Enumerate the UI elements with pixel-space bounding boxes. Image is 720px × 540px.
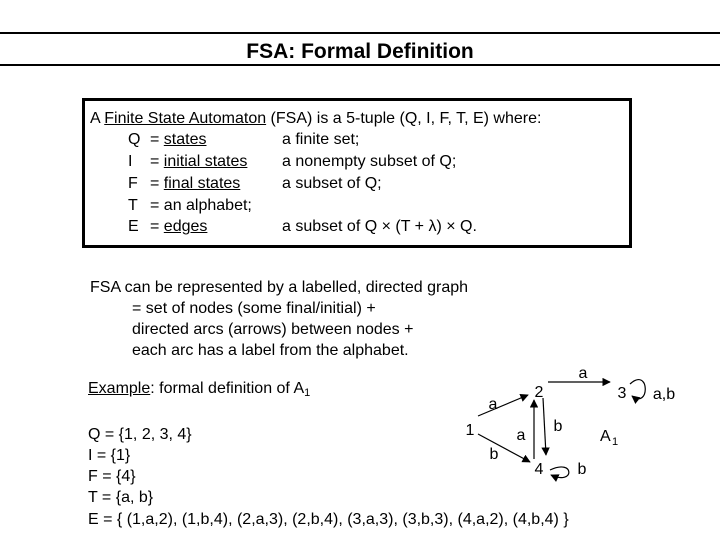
example-i: I = {1} bbox=[88, 447, 131, 464]
node-4: 4 bbox=[534, 461, 544, 478]
example-f: F = {4} bbox=[88, 468, 136, 485]
def-row-f-eq-text: = bbox=[150, 175, 164, 192]
intro-term: Finite State Automaton bbox=[104, 110, 267, 127]
label-edge-2-3: a bbox=[578, 365, 588, 382]
edge-1-2 bbox=[478, 395, 528, 416]
label-edge-4-4: b bbox=[577, 461, 587, 478]
automaton-name: A bbox=[600, 428, 611, 445]
example-label-rest: : formal definition of A bbox=[150, 380, 305, 397]
label-edge-4-2: a bbox=[516, 427, 526, 444]
def-row-e-term: edges bbox=[163, 218, 208, 235]
intro-post: (FSA) is a 5-tuple (Q, I, F, T, E) where: bbox=[266, 110, 542, 127]
def-row-t-eq: = an alphabet; bbox=[150, 197, 252, 214]
def-row-q-desc: a finite set; bbox=[282, 131, 360, 148]
page-title: FSA: Formal Definition bbox=[246, 40, 474, 63]
example-t: T = {a, b} bbox=[88, 489, 154, 506]
graph-line-3: directed arcs (arrows) between nodes + bbox=[132, 321, 414, 338]
example-e: E = { (1,a,2), (1,b,4), (2,a,3), (2,b,4), (3,a,3), (3,b,3), (4,a,2), (4,b,4) } bbox=[88, 511, 569, 528]
def-row-e-sym: E bbox=[128, 218, 139, 235]
example-q: Q = {1, 2, 3, 4} bbox=[88, 426, 192, 443]
graph-line-4: each arc has a label from the alphabet. bbox=[132, 342, 409, 359]
def-row-f-term: final states bbox=[163, 175, 241, 192]
label-edge-3-3: a,b bbox=[652, 386, 676, 403]
def-row-q-eq-text: = bbox=[150, 131, 164, 148]
def-row-i-desc: a nonempty subset of Q; bbox=[282, 153, 457, 170]
graph-line-2: = set of nodes (some final/initial) + bbox=[132, 300, 376, 317]
edge-4-4 bbox=[550, 467, 569, 478]
def-row-t-sym: T bbox=[128, 197, 138, 214]
intro-pre: A bbox=[90, 110, 105, 127]
edge-2-4 bbox=[543, 398, 546, 455]
example-label-sub: 1 bbox=[304, 387, 311, 399]
label-edge-1-4: b bbox=[489, 446, 499, 463]
def-row-e-eq-text: = bbox=[150, 218, 164, 235]
node-2: 2 bbox=[534, 384, 544, 401]
def-row-f-desc: a subset of Q; bbox=[282, 175, 382, 192]
label-edge-2-4: b bbox=[553, 418, 563, 435]
automaton-name-sub: 1 bbox=[612, 436, 619, 448]
def-row-i-term: initial states bbox=[163, 153, 248, 170]
node-3: 3 bbox=[617, 385, 627, 402]
def-row-i-eq-text: = bbox=[150, 153, 164, 170]
def-row-q-sym: Q bbox=[128, 131, 141, 148]
def-row-q-term: states bbox=[163, 131, 207, 148]
def-row-f-sym: F bbox=[128, 175, 138, 192]
node-1: 1 bbox=[465, 422, 475, 439]
label-edge-1-2: a bbox=[488, 396, 498, 413]
edge-3-3 bbox=[630, 380, 645, 399]
graph-line-1: FSA can be represented by a labelled, directed graph bbox=[90, 279, 469, 296]
def-row-e-desc: a subset of Q × (T + λ) × Q. bbox=[282, 218, 477, 235]
example-label: Example bbox=[88, 380, 151, 397]
def-row-i-sym: I bbox=[128, 153, 133, 170]
